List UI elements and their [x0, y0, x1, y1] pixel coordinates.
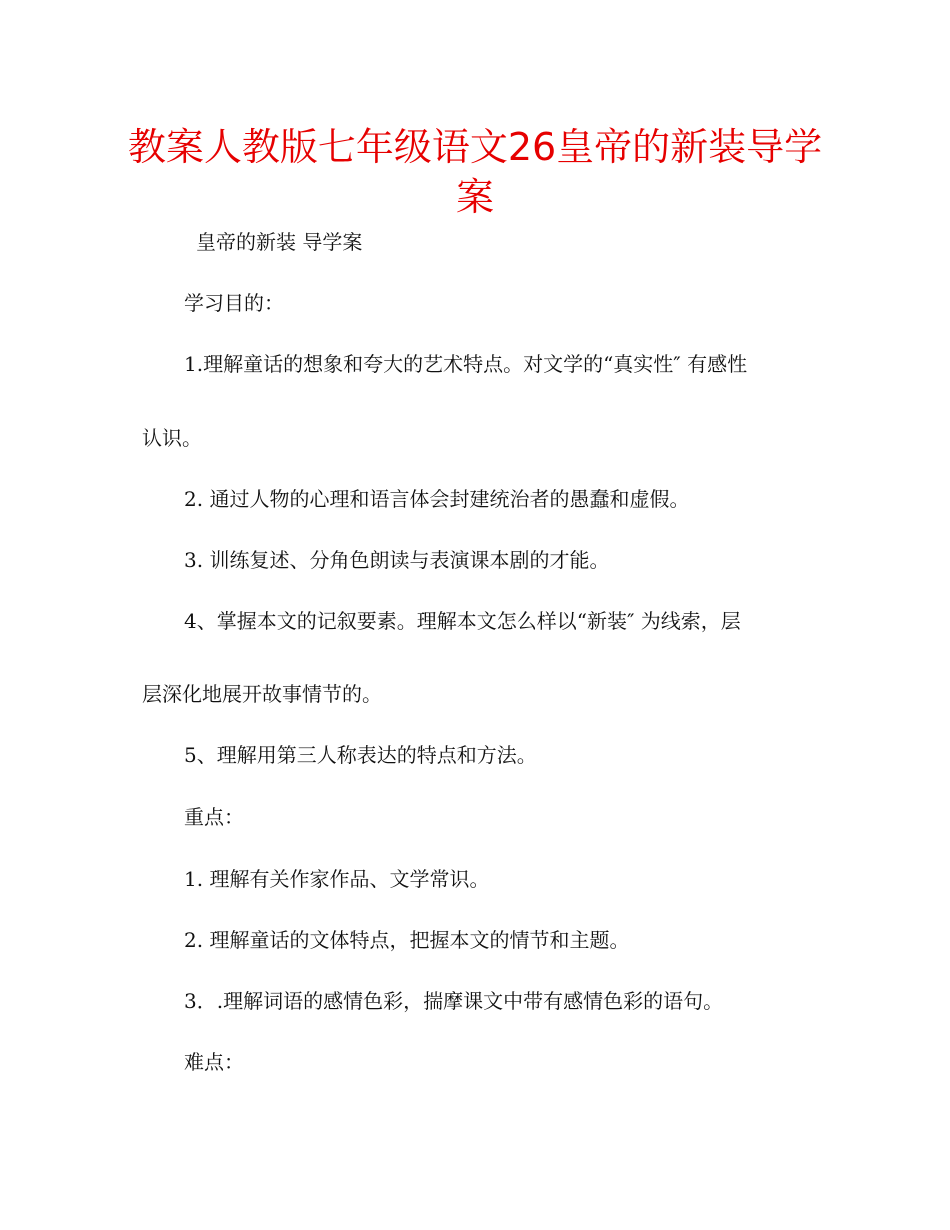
objective-5: 5、理解用第三人称表达的特点和方法。: [184, 743, 537, 767]
document-title-line-2: 案: [455, 175, 494, 219]
subtitle: 皇帝的新装 导学案: [196, 230, 363, 254]
difficulties-heading: 难点：: [184, 1050, 244, 1074]
key-point-1: 1. 理解有关作家作品、文学常识。: [184, 867, 490, 891]
objective-4-line-1: 4、掌握本文的记叙要素。理解本文怎么样以“新装″ 为线索，层: [184, 609, 741, 633]
document-title-line-1: 教案人教版七年级语文26皇帝的新装导学: [127, 125, 823, 169]
objectives-heading: 学习目的：: [184, 291, 284, 315]
objective-3: 3. 训练复述、分角色朗读与表演课本剧的才能。: [184, 548, 610, 572]
key-points-heading: 重点：: [184, 805, 244, 829]
objective-4-line-2: 层深化地展开故事情节的。: [142, 682, 382, 706]
objective-1-line-2: 认识。: [142, 426, 202, 450]
objective-2: 2. 通过人物的心理和语言体会封建统治者的愚蠢和虚假。: [184, 487, 690, 511]
key-point-3: 3．.理解词语的感情色彩，揣摩课文中带有感情色彩的语句。: [184, 989, 724, 1013]
objective-1-line-1: 1.理解童话的想象和夸大的艺术特点。对文学的“真实性″ 有感性: [184, 352, 748, 376]
key-point-2: 2. 理解童话的文体特点，把握本文的情节和主题。: [184, 928, 630, 952]
